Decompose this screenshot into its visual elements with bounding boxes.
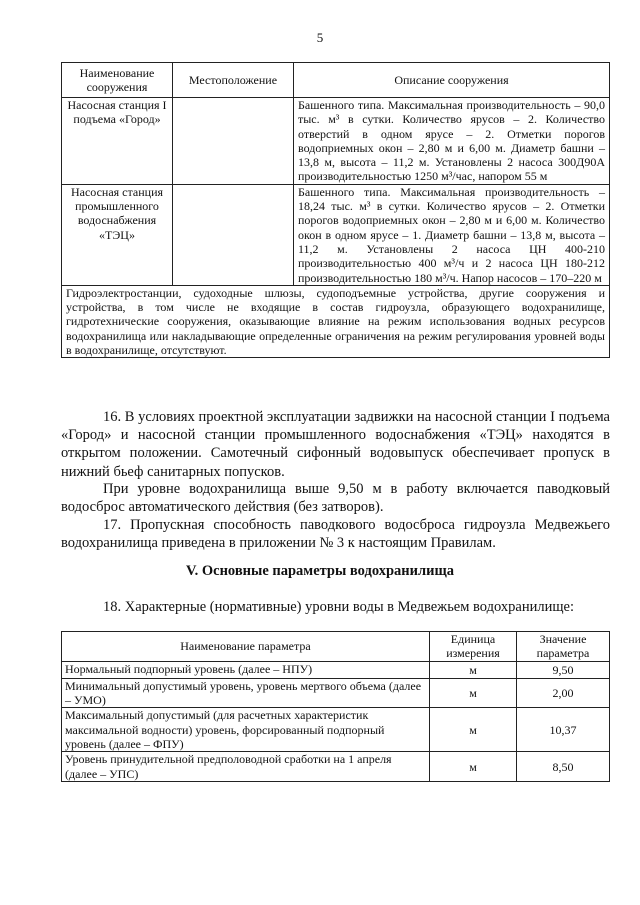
header-facility-name: Наименование сооружения <box>62 63 173 98</box>
facilities-table <box>61 62 610 358</box>
table-row <box>62 708 610 752</box>
paragraph-16-flood: При уровне водохранилища выше 9,50 м в работу включается паводковый водосброс автоматического действия (без затворов). <box>61 481 610 516</box>
table-row <box>62 661 610 678</box>
table-header-row <box>62 632 610 662</box>
table-row <box>62 184 610 285</box>
header-description: Описание сооружения <box>294 63 610 98</box>
facilities-note: Гидроэлектростанции, судоходные шлюзы, судоподъемные устройства, другие сооружения и устройства, в том числе не входящие в состав гидроузла, образующего водохранилище, гидротехнические сооружения, оказывающие влияние на режим использования водных ресурсов водохранилища или накладывающие определенные ограничения на режим регулирования уровней воды в водохранилище, отсутствуют. <box>62 285 610 357</box>
facility-location <box>173 184 294 285</box>
table-note-row <box>62 285 610 357</box>
parameter-unit: м <box>430 708 517 752</box>
section-title: V. Основные параметры водохранилища <box>186 563 454 579</box>
facility-description: Башенного типа. Максимальная производительность – 18,24 тыс. м³ в сутки. Количество ярусов – 2. Отметки порогов водоприемных окон – 2,80 м и 6,00 м. Количество окон в одном ярусе – 1. Диаметр башни – 13,8 м, высота – 11,2 м. Установлены 2 насоса ЦН 400-210 производительностью 400 м³/ч и 2 насоса ЦН 180-212 производительностью 180 м³/ч. Напор насосов – 170–220 м <box>294 184 610 285</box>
facility-name: Насосная станция промышленного водоснабжения «ТЭЦ» <box>62 184 173 285</box>
parameter-unit: м <box>430 678 517 708</box>
parameter-unit: м <box>430 661 517 678</box>
paragraph-16: 16. В условиях проектной эксплуатации задвижки на насосной станции I подъема «Город» и насосной станции промышленного водоснабжения «ТЭЦ» находятся в открытом положении. Самотечный сифонный водовыпуск обеспечивает пропуск в нижний бьеф санитарных попусков. <box>61 409 610 480</box>
facility-name: Насосная станция I подъема «Город» <box>62 98 173 185</box>
facility-location <box>173 98 294 185</box>
table-header-row <box>62 63 610 98</box>
parameter-value: 10,37 <box>517 708 610 752</box>
parameter-name: Минимальный допустимый уровень, уровень мертвого объема (далее – УМО) <box>62 678 430 708</box>
header-value: Значение параметра <box>517 632 610 662</box>
parameter-value: 9,50 <box>517 661 610 678</box>
parameter-name: Уровень принудительной предполоводной сработки на 1 апреля (далее – УПС) <box>62 752 430 782</box>
header-parameter-name: Наименование параметра <box>62 632 430 662</box>
parameter-unit: м <box>430 752 517 782</box>
levels-table <box>61 631 610 782</box>
header-unit: Единица измерения <box>430 632 517 662</box>
paragraph-17: 17. Пропускная способность паводкового водосброса гидроузла Медвежьего водохранилища приведена в приложении № 3 к настоящим Правилам. <box>61 517 610 552</box>
parameter-value: 2,00 <box>517 678 610 708</box>
table-row <box>62 678 610 708</box>
facility-description: Башенного типа. Максимальная производительность – 90,0 тыс. м³ в сутки. Количество ярусов – 2. Количество отверстий в одном ярусе – 2. Отметки порогов водоприемных окон – 2,80 м и 6,00 м. Диаметр башни – 13,8 м, высота – 11,2 м. Установлены 2 насоса 300Д90А производительностью 1250 м³/час, напором 55 м <box>294 98 610 185</box>
parameter-value: 8,50 <box>517 752 610 782</box>
page-number: 5 <box>316 30 324 45</box>
paragraph-18: 18. Характерные (нормативные) уровни воды в Медвежьем водохранилище: <box>103 599 574 615</box>
parameter-name: Максимальный допустимый (для расчетных характеристик максимальной водности) уровень, форсированный подпорный уровень (далее – ФПУ) <box>62 708 430 752</box>
header-location: Местоположение <box>173 63 294 98</box>
table-row <box>62 752 610 782</box>
parameter-name: Нормальный подпорный уровень (далее – НПУ) <box>62 661 430 678</box>
table-row <box>62 98 610 185</box>
